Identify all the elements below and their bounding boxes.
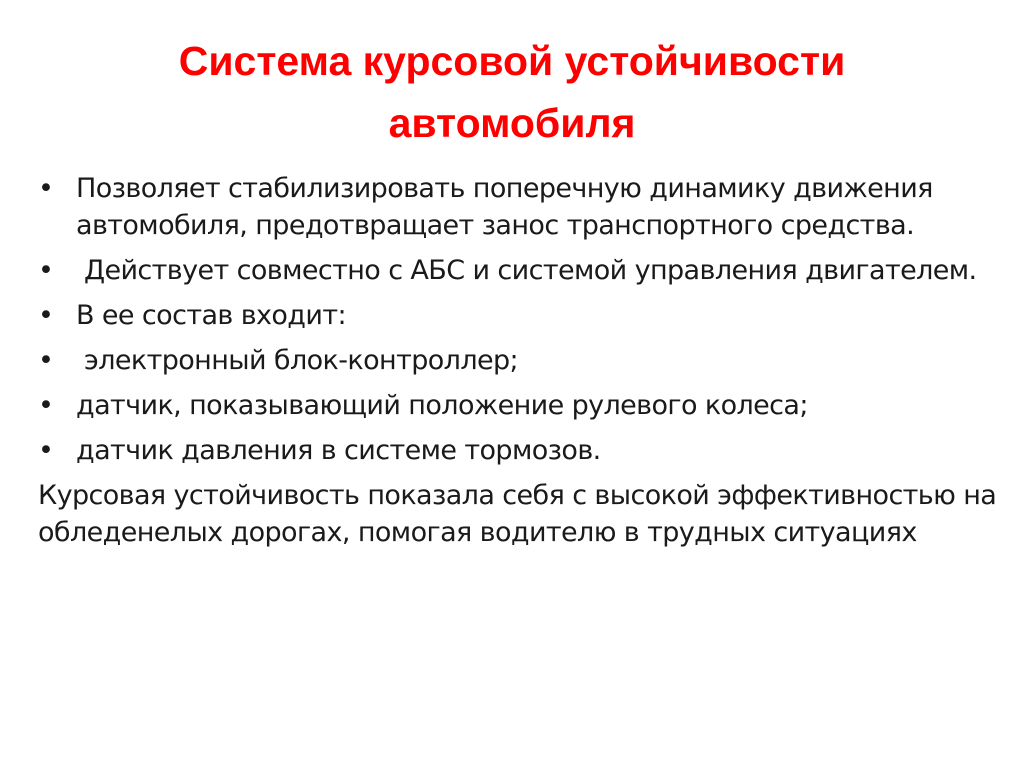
slide-content: [38, 170, 1005, 551]
bullet-item-5: [38, 387, 998, 424]
bullet-text: Действует совместно с АБС и системой управления двигателем.: [76, 255, 977, 286]
bullet-text: Позволяет стабилизировать поперечную динамику движения автомобиля, предотвращает занос транспортного средства.: [76, 173, 941, 241]
bullet-icon: •: [38, 300, 54, 331]
slide-title-line-1: Система курсовой устойчивости: [178, 38, 846, 84]
bullet-icon: •: [38, 255, 54, 286]
slide-title-line-2: автомобиля: [388, 100, 636, 146]
bullet-item-1: [38, 170, 998, 244]
bullet-icon: •: [38, 435, 54, 466]
bullet-text: датчик, показывающий положение рулевого колеса;: [76, 390, 808, 421]
bullet-list: [38, 170, 998, 469]
bullet-text: В ее состав входит:: [76, 300, 346, 331]
bullet-item-2: [38, 252, 998, 289]
bullet-icon: •: [38, 173, 54, 204]
bullet-item-3: [38, 297, 998, 334]
bullet-item-6: [38, 432, 998, 469]
bullet-text: датчик давления в системе тормозов.: [76, 435, 601, 466]
closing-paragraph: Курсовая устойчивость показала себя с высокой эффективностью на обледенелых дорогах, помогая водителю в трудных ситуациях: [38, 480, 1005, 548]
slide-title: [0, 30, 1024, 154]
bullet-text: электронный блок-контроллер;: [76, 345, 519, 376]
bullet-icon: •: [38, 345, 54, 376]
bullet-item-4: [38, 342, 998, 379]
bullet-icon: •: [38, 390, 54, 421]
